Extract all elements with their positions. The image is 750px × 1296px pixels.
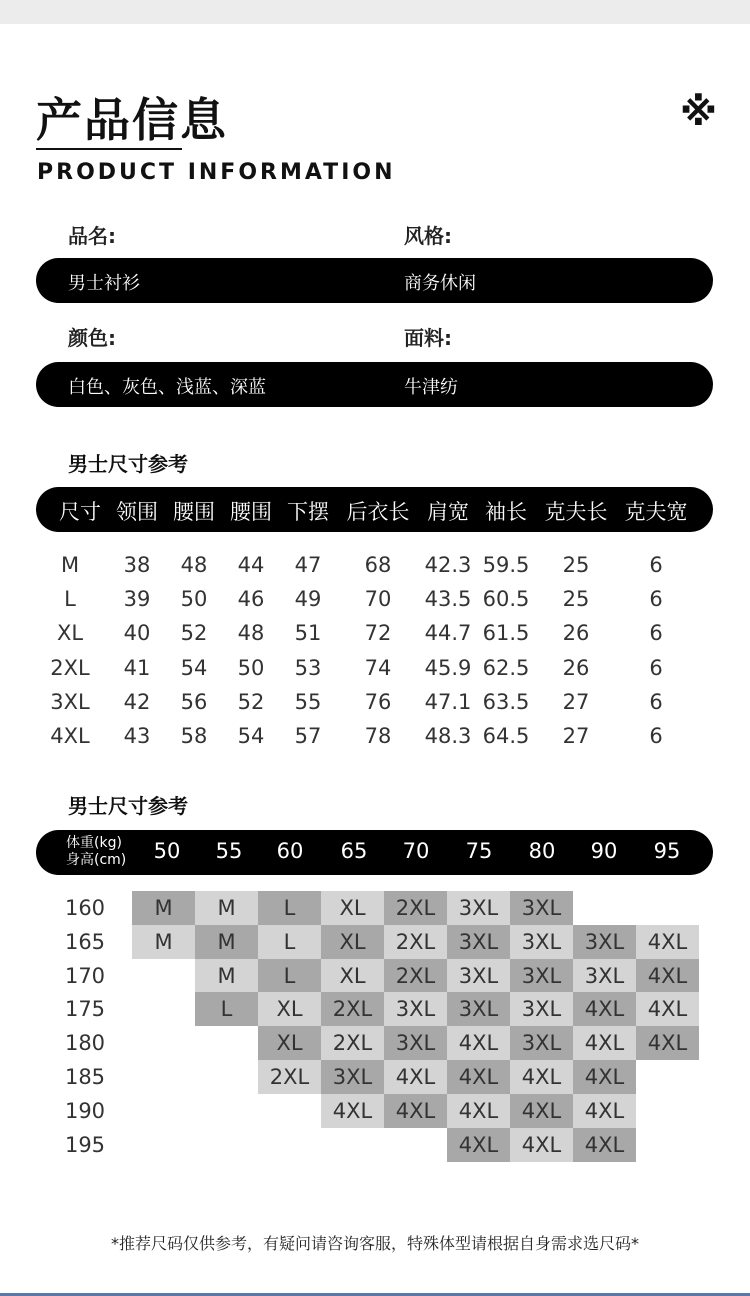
name-label: 品名: <box>68 224 116 248</box>
measure-cell: 52 <box>237 689 265 714</box>
fit-table-row <box>0 891 750 925</box>
size-table-row <box>0 583 750 617</box>
fit-size-cell: M <box>132 925 195 959</box>
measure-cell: 25 <box>562 587 590 612</box>
measure-cell: 38 <box>123 553 151 577</box>
column-header: 克夫宽 <box>624 500 688 524</box>
fit-size-cell: 2XL <box>384 925 447 959</box>
footnote: *推荐尺码仅供参考，有疑问请咨询客服，特殊体型请根据自身需求选尺码* <box>110 1234 639 1253</box>
fit-size-cell: M <box>195 959 258 993</box>
measure-cell: 59.5 <box>482 553 530 577</box>
page-title: 产品信息 <box>36 93 228 147</box>
size-label-cell: L <box>64 587 76 612</box>
measure-cell: 64.5 <box>482 724 530 748</box>
height-label: 170 <box>64 963 106 988</box>
fit-size-cell: 3XL <box>510 925 573 959</box>
measure-cell: 45.9 <box>424 655 472 680</box>
measure-cell: 26 <box>562 621 590 646</box>
fit-size-cell: M <box>132 891 195 925</box>
column-header: 腰围 <box>173 500 215 524</box>
fit-table-row <box>0 1128 750 1162</box>
measure-cell: 44.7 <box>424 621 472 646</box>
size-table-row <box>0 720 750 754</box>
height-label: 195 <box>64 1132 106 1157</box>
fit-size-cell: 3XL <box>447 925 510 959</box>
size-table-row <box>0 686 750 720</box>
weight-header: 70 <box>402 839 430 863</box>
fit-size-cell: 4XL <box>447 1094 510 1128</box>
fit-size-cell: 3XL <box>573 959 636 993</box>
fit-size-cell: 3XL <box>384 1026 447 1060</box>
measure-cell: 41 <box>123 655 151 680</box>
column-header: 后衣长 <box>346 500 410 524</box>
name-style-bar <box>36 258 713 303</box>
measure-cell: 6 <box>649 621 663 646</box>
column-header: 下摆 <box>287 500 329 524</box>
column-header: 领围 <box>116 500 158 524</box>
measure-cell: 27 <box>562 724 590 748</box>
color-label: 颜色: <box>68 326 116 350</box>
fit-size-cell: L <box>258 891 321 925</box>
fit-size-cell: 2XL <box>384 959 447 993</box>
fit-size-cell: 3XL <box>510 992 573 1026</box>
fit-size-cell: 3XL <box>321 1060 384 1094</box>
fit-size-cell: 4XL <box>510 1128 573 1162</box>
column-header: 腰围 <box>230 500 272 524</box>
fit-size-cell: 2XL <box>321 992 384 1026</box>
weight-header: 95 <box>653 839 681 863</box>
fit-size-cell: XL <box>321 925 384 959</box>
fit-size-cell: 4XL <box>384 1094 447 1128</box>
reference-mark-icon: ※ <box>680 90 717 134</box>
fabric-value: 牛津纺 <box>404 377 458 398</box>
column-header: 袖长 <box>485 500 527 524</box>
measure-cell: 56 <box>180 689 208 714</box>
name-value: 男士衬衫 <box>68 273 140 294</box>
fit-size-cell: 3XL <box>447 959 510 993</box>
measure-cell: 42 <box>123 689 151 714</box>
fit-size-cell: 4XL <box>573 1026 636 1060</box>
fit-size-cell: XL <box>321 959 384 993</box>
fabric-label: 面料: <box>404 326 452 350</box>
size-table-row <box>0 549 750 583</box>
weight-header: 60 <box>276 839 304 863</box>
measure-cell: 49 <box>294 587 322 612</box>
measure-cell: 60.5 <box>482 587 530 612</box>
color-value: 白色、灰色、浅蓝、深蓝 <box>68 377 266 398</box>
measure-cell: 42.3 <box>424 553 472 577</box>
measure-cell: 62.5 <box>482 655 530 680</box>
size-label-cell: 2XL <box>50 655 90 680</box>
weight-axis-label: 体重(kg) <box>66 835 122 851</box>
measure-cell: 6 <box>649 553 663 577</box>
fit-size-cell: 2XL <box>384 891 447 925</box>
fit-size-cell: 3XL <box>510 959 573 993</box>
measure-cell: 47 <box>294 553 322 577</box>
fit-size-cell: 4XL <box>573 1094 636 1128</box>
weight-height-corner <box>66 835 126 869</box>
measure-cell: 44 <box>237 553 265 577</box>
fit-size-cell: 4XL <box>510 1060 573 1094</box>
measure-cell: 63.5 <box>482 689 530 714</box>
fit-size-cell: 4XL <box>636 992 699 1026</box>
measure-cell: 6 <box>649 655 663 680</box>
measure-cell: 57 <box>294 724 322 748</box>
fit-size-cell: 3XL <box>510 891 573 925</box>
column-header: 尺寸 <box>59 500 101 524</box>
measure-cell: 51 <box>294 621 322 646</box>
weight-header: 65 <box>340 839 368 863</box>
title-underline <box>36 148 182 150</box>
style-value: 商务休闲 <box>404 273 476 294</box>
fit-table-row <box>0 1060 750 1094</box>
weight-header: 90 <box>590 839 618 863</box>
measure-cell: 47.1 <box>424 689 472 714</box>
fit-table-row <box>0 959 750 993</box>
measure-cell: 25 <box>562 553 590 577</box>
fit-size-cell: 4XL <box>573 992 636 1026</box>
fit-size-cell: 4XL <box>573 1128 636 1162</box>
fit-size-cell: 4XL <box>510 1094 573 1128</box>
size-table-title: 男士尺寸参考 <box>68 452 188 476</box>
measure-cell: 54 <box>180 655 208 680</box>
measure-cell: 6 <box>649 689 663 714</box>
fit-table-row <box>0 925 750 959</box>
measure-cell: 46 <box>237 587 265 612</box>
measure-cell: 48 <box>237 621 265 646</box>
measure-cell: 53 <box>294 655 322 680</box>
height-label: 160 <box>64 896 106 920</box>
fit-size-cell: 4XL <box>447 1060 510 1094</box>
measure-cell: 6 <box>649 724 663 748</box>
measure-cell: 43.5 <box>424 587 472 612</box>
column-header: 克夫长 <box>544 500 608 524</box>
measure-cell: 40 <box>123 621 151 646</box>
height-label: 165 <box>64 929 106 954</box>
fit-size-cell: XL <box>321 891 384 925</box>
fit-size-cell: XL <box>258 992 321 1026</box>
weight-header: 50 <box>153 839 181 863</box>
fit-table-row <box>0 1026 750 1060</box>
style-label: 风格: <box>404 224 452 248</box>
measure-cell: 55 <box>294 689 322 714</box>
size-table-row <box>0 617 750 651</box>
measure-cell: 58 <box>180 724 208 748</box>
size-label-cell: 4XL <box>50 724 90 748</box>
fit-size-cell: 3XL <box>384 992 447 1026</box>
size-label-cell: M <box>60 553 80 577</box>
measure-cell: 6 <box>649 587 663 612</box>
measure-cell: 68 <box>364 553 392 577</box>
height-label: 185 <box>64 1065 106 1089</box>
fit-table-row <box>0 992 750 1026</box>
height-label: 175 <box>64 997 106 1022</box>
fit-table-title: 男士尺寸参考 <box>68 794 188 818</box>
fit-size-cell: 4XL <box>321 1094 384 1128</box>
fit-size-cell: M <box>195 891 258 925</box>
fit-size-cell: 2XL <box>321 1026 384 1060</box>
page-subtitle: PRODUCT INFORMATION <box>37 160 396 185</box>
fit-size-cell: 4XL <box>447 1026 510 1060</box>
height-label: 180 <box>64 1031 106 1056</box>
height-label: 190 <box>64 1098 106 1123</box>
weight-header: 80 <box>528 839 556 863</box>
measure-cell: 26 <box>562 655 590 680</box>
measure-cell: 61.5 <box>482 621 530 646</box>
fit-size-cell: 4XL <box>636 959 699 993</box>
fit-size-cell: 4XL <box>636 925 699 959</box>
measure-cell: 27 <box>562 689 590 714</box>
size-label-cell: XL <box>56 621 84 646</box>
fit-size-cell: M <box>195 925 258 959</box>
fit-table-row <box>0 1094 750 1128</box>
color-fabric-bar <box>36 362 713 407</box>
measure-cell: 48.3 <box>424 724 472 748</box>
fit-table-header <box>36 830 713 875</box>
fit-size-cell: L <box>258 959 321 993</box>
size-label-cell: 3XL <box>50 689 90 714</box>
measure-cell: 78 <box>364 724 392 748</box>
fit-size-cell: L <box>195 992 258 1026</box>
measure-cell: 43 <box>123 724 151 748</box>
measure-cell: 52 <box>180 621 208 646</box>
measure-cell: 70 <box>364 587 392 612</box>
top-strip <box>0 0 750 24</box>
weight-header: 75 <box>465 839 493 863</box>
measure-cell: 39 <box>123 587 151 612</box>
fit-size-cell: 3XL <box>573 925 636 959</box>
size-table-row <box>0 652 750 686</box>
size-table-header <box>36 487 713 532</box>
fit-size-cell: 3XL <box>510 1026 573 1060</box>
fit-size-cell: XL <box>258 1026 321 1060</box>
measure-cell: 50 <box>180 587 208 612</box>
measure-cell: 72 <box>364 621 392 646</box>
measure-cell: 54 <box>237 724 265 748</box>
height-axis-label: 身高(cm) <box>66 852 127 868</box>
measure-cell: 74 <box>364 655 392 680</box>
fit-size-cell: 2XL <box>258 1060 321 1094</box>
measure-cell: 48 <box>180 553 208 577</box>
fit-size-cell: 4XL <box>384 1060 447 1094</box>
fit-size-cell: 4XL <box>573 1060 636 1094</box>
column-header: 肩宽 <box>427 500 469 524</box>
measure-cell: 50 <box>237 655 265 680</box>
fit-size-cell: 3XL <box>447 992 510 1026</box>
fit-size-cell: L <box>258 925 321 959</box>
weight-header: 55 <box>215 839 243 863</box>
fit-size-cell: 4XL <box>447 1128 510 1162</box>
fit-size-cell: 4XL <box>636 1026 699 1060</box>
fit-size-cell: 3XL <box>447 891 510 925</box>
measure-cell: 76 <box>364 689 392 714</box>
